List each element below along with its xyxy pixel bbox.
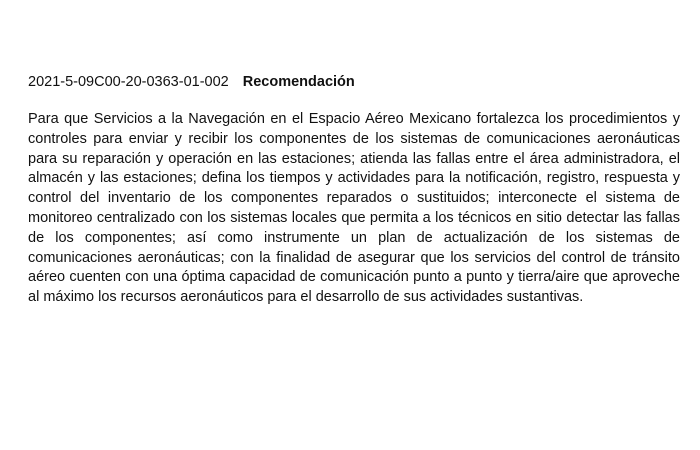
recommendation-paragraph: Para que Servicios a la Navegación en el Espacio Aéreo Mexicano fortalezca los procedimientos y controles para enviar y recibir los componentes de los sistemas de comunicaciones aeronáuticas para su reparación y operación en las estaciones; atienda las fallas entre el área administradora, el almacén y las estaciones; defina los tiempos y actividades para la notificación, registro, respuesta y control del inventario de los componentes reparados o sustituidos; interconecte el sistema de monitoreo centralizado con los sistemas locales que permita a los técnicos en sitio detectar las fallas de los componentes; así como instrumente un plan de actualización de los sistemas de comunicaciones aeronáuticas; con la finalidad de asegurar que los servicios del control de tránsito aéreo cuenten con una óptima capacidad de comunicación punto a punto y tierra/aire que aproveche al máximo los recursos aeronáuticos para el desarrollo de sus actividades sustantivas. <box>28 111 680 306</box>
recommendation-label: Recomendación <box>242 74 355 90</box>
recommendation-heading <box>28 72 355 92</box>
recommendation-code: 2021-5-09C00-20-0363-01-002 <box>28 74 229 90</box>
